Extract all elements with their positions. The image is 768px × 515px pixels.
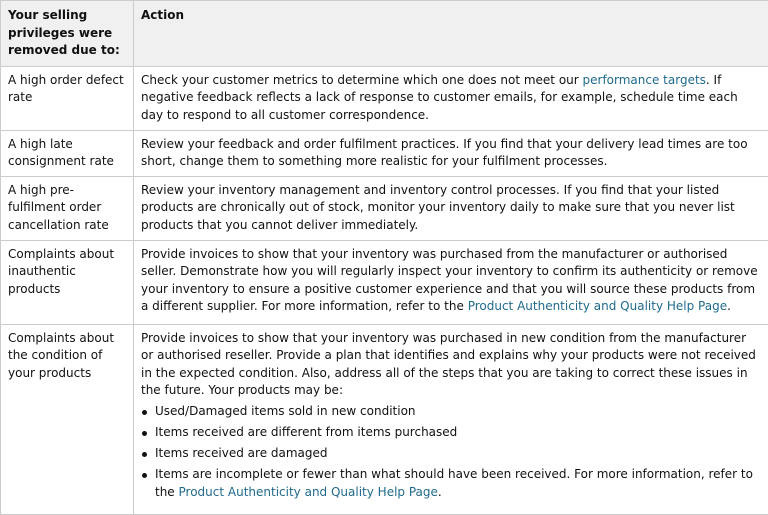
table-row [1,66,768,130]
product-authenticity-help-link[interactable]: Product Authenticity and Quality Help Page [179,485,438,499]
reason-column-header: Your selling privileges were removed due to: [1,1,134,67]
action-text: Provide invoices to show that your inventory was purchased from the manufacturer or authorised seller. Demonstrate how you will regularly inspect your inventory to confirm its authenticity or remove your inventory to ensure a positive customer experience and that you will source these products from a different supplier. For more information, refer to the [141,247,758,314]
reason-cell: Complaints about the condition of your products [1,324,134,514]
product-authenticity-help-link[interactable]: Product Authenticity and Quality Help Page [468,299,727,313]
action-cell [134,66,768,130]
table-header-row [1,1,768,67]
action-cell: Review your feedback and order fulfilment practices. If you find that your delivery lead times are too short, change them to something more realistic for your fulfilment processes. [134,130,768,176]
action-cell [134,240,768,324]
list-item [155,466,760,501]
reason-cell: A high pre-fulfilment order cancellation rate [1,176,134,240]
action-column-header: Action [134,1,768,67]
product-condition-list [141,403,760,501]
reason-cell: Complaints about inauthentic products [1,240,134,324]
table-row [1,130,768,176]
table-row [1,240,768,324]
action-text: Provide invoices to show that your inventory was purchased in new condition from the manufacturer or authorised reseller. Provide a plan that identifies and explains why your products were not received in the expected condition. Also, address all of the steps that you are taking to correct these issues in the future. Your products may be: [141,330,760,400]
action-cell: Review your inventory management and inventory control processes. If you find that your listed products are chronically out of stock, monitor your inventory daily to make sure that you never list products that you cannot deliver immediately. [134,176,768,240]
reason-cell: A high late consignment rate [1,130,134,176]
list-item-text: Items are incomplete or fewer than what should have been received. For more information, refer to the [155,467,753,499]
reason-cell: A high order defect rate [1,66,134,130]
list-item: Items received are different from items purchased [155,424,760,442]
performance-targets-link[interactable]: performance targets [583,73,706,87]
table-row [1,324,768,514]
list-item: Used/Damaged items sold in new condition [155,403,760,421]
action-text: Check your customer metrics to determine which one does not meet our [141,73,583,87]
action-text: . [727,299,731,313]
list-item-text: . [438,485,442,499]
action-cell [134,324,768,514]
list-item: Items received are damaged [155,445,760,463]
action-text: . If negative feedback reflects a lack of response to customer emails, for example, schedule time each day to respond to all customer correspondence. [141,73,738,122]
table-row [1,176,768,240]
